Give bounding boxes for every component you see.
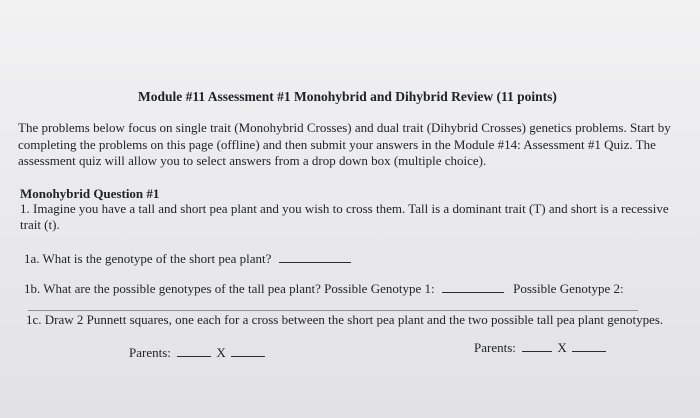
possible-genotype-2-label: Possible Genotype 2:	[513, 281, 624, 296]
question-1a-text: 1a. What is the genotype of the short pea plant?	[24, 251, 272, 266]
answer-blank-genotype-1	[442, 283, 504, 293]
question-1a	[24, 251, 351, 267]
parent-blank-1a	[177, 347, 211, 357]
intro-paragraph: The problems below focus on single trait (Monohybrid Crosses) and dual trait (Dihybrid Crosses) genetics problems. Start by completing the problems on this page (offline) and then submit your answers in the Module #14: Assessment #1 Quiz. The assessment quiz will allow you to select answers from a drop down box (multiple choice).	[18, 120, 671, 168]
parent-blank-1b	[231, 347, 265, 357]
parent-blank-2a	[522, 342, 552, 352]
cross-symbol-1: X	[216, 345, 226, 360]
parents-label-1: Parents:	[129, 345, 171, 360]
parents-label-2: Parents:	[474, 340, 516, 355]
section-divider	[28, 310, 638, 311]
cross-symbol-2: X	[557, 340, 567, 355]
question-1c: 1c. Draw 2 Punnett squares, one each for a cross between the short pea plant and the two possible tall pea plant genotypes.	[26, 312, 664, 327]
page-title: Module #11 Assessment #1 Monohybrid and Dihybrid Review (11 points)	[138, 89, 557, 104]
parents-cross-1	[129, 345, 265, 361]
parents-cross-2	[474, 340, 606, 356]
parent-blank-2b	[572, 342, 606, 352]
question-text: 1. Imagine you have a tall and short pea plant and you wish to cross them. Tall is a dominant trait (T) and short is a recessive trait (t).	[20, 201, 669, 232]
question-heading: Monohybrid Question #1	[20, 186, 160, 201]
answer-blank-1a	[279, 253, 351, 263]
question-1b-text: 1b. What are the possible genotypes of the tall pea plant? Possible Genotype 1:	[24, 281, 435, 296]
question-1b	[24, 281, 624, 297]
